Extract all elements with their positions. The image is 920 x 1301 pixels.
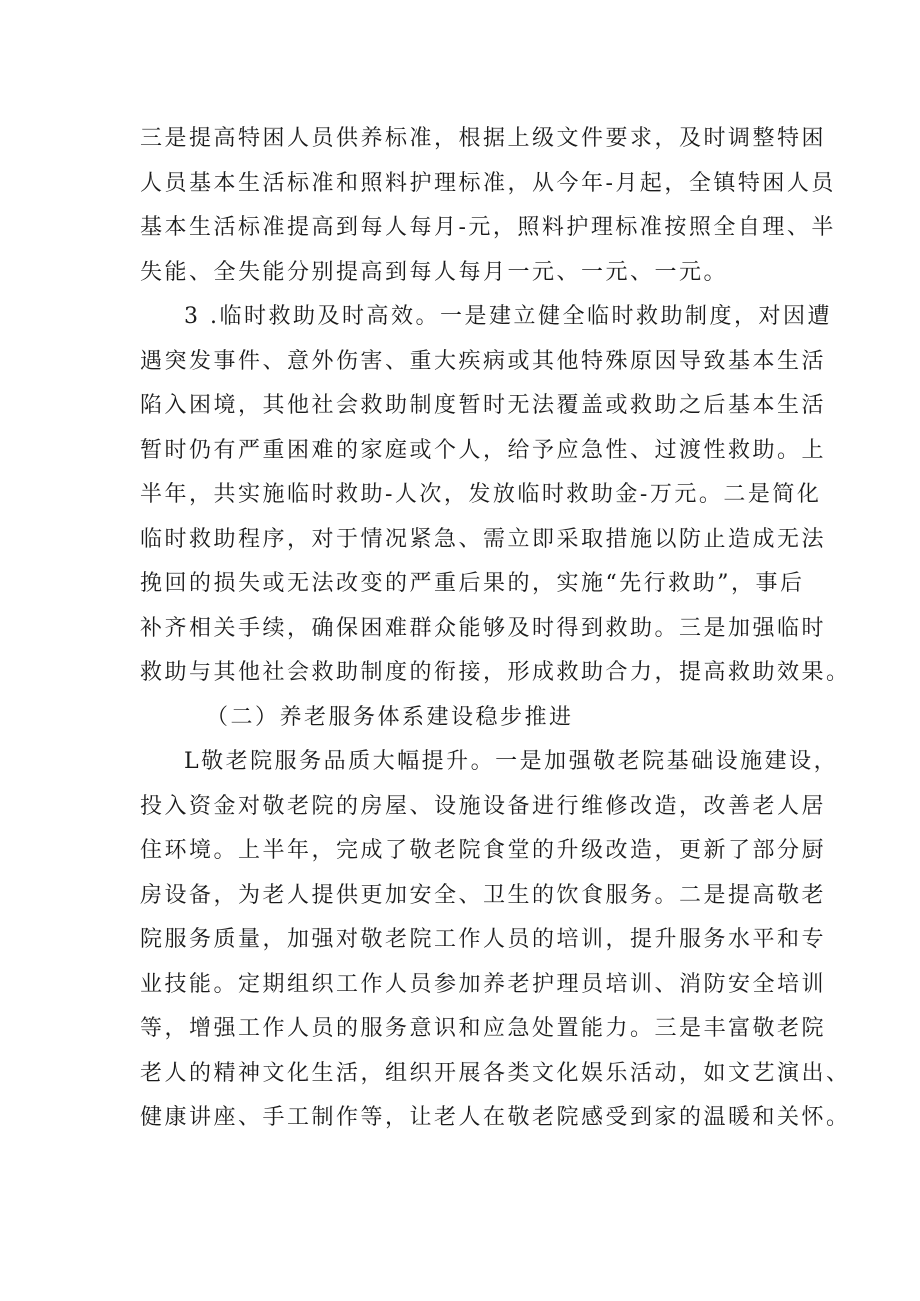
paragraph-start-line: 3 .临时救助及时高效。一是建立健全临时救助制度，对因遭 (184, 304, 832, 329)
text-line: 失能、全失能分别提高到每人每月一元、一元、一元。 (140, 259, 729, 285)
text-line: 投入资金对敬老院的房屋、设施设备进行维修改造，改善老人居 (140, 793, 827, 819)
paragraph-start-line: L敬老院服务品质大幅提升。一是加强敬老院基础设施建设， (184, 749, 839, 774)
text-line: 补齐相关手续，确保困难群众能够及时得到救助。三是加强临时 (140, 615, 827, 641)
text-line: 挽回的损失或无法改变的严重后果的，实施“先行救助”，事后 (140, 571, 805, 596)
document-body (140, 117, 851, 1141)
text-line: 半年，共实施临时救助-人次，发放临时救助金-万元。二是简化 (140, 482, 822, 507)
text-line: 等，增强工作人员的服务意识和应急处置能力。三是丰富敬老院 (140, 1016, 827, 1041)
text-line: 房设备，为老人提供更加安全、卫生的饮食服务。二是提高敬老 (140, 882, 827, 908)
text-line: 住环境。上半年，完成了敬老院食堂的升级改造，更新了部分厨 (140, 838, 827, 863)
text-line: 遇突发事件、意外伤害、重大疾病或其他特殊原因导致基本生活 (140, 348, 827, 374)
text-line: 业技能。定期组织工作人员参加养老护理员培训、消防安全培训 (140, 971, 827, 997)
text-line: 临时救助程序，对于情况紧急、需立即采取措施以防止造成无法 (140, 526, 827, 552)
text-line: 院服务质量，加强对敬老院工作人员的培训，提升服务水平和专 (140, 927, 827, 952)
section-heading: （二）养老服务体系建设稳步推进 (206, 704, 574, 730)
text-line: 三是提高特困人员供养标准，根据上级文件要求，及时调整特困 (140, 126, 827, 151)
text-line: 陷入困境，其他社会救助制度暂时无法覆盖或救助之后基本生活 (140, 393, 827, 418)
text-line: 救助与其他社会救助制度的衔接，形成救助合力，提高救助效果。 (140, 660, 851, 685)
text-line: 基本生活标准提高到每人每月-元，照料护理标准按照全自理、半 (140, 215, 836, 240)
text-line: 老人的精神文化生活，组织开展各类文化娱乐活动，如文艺演出、 (140, 1060, 851, 1086)
text-line: 人员基本生活标准和照料护理标准，从今年-月起，全镇特困人员 (140, 170, 836, 196)
text-line: 健康讲座、手工制作等，让老人在敬老院感受到家的温暖和关怀。 (140, 1105, 851, 1130)
text-line: 暂时仍有严重困难的家庭或个人，给予应急性、过渡性救助。上 (140, 437, 827, 463)
